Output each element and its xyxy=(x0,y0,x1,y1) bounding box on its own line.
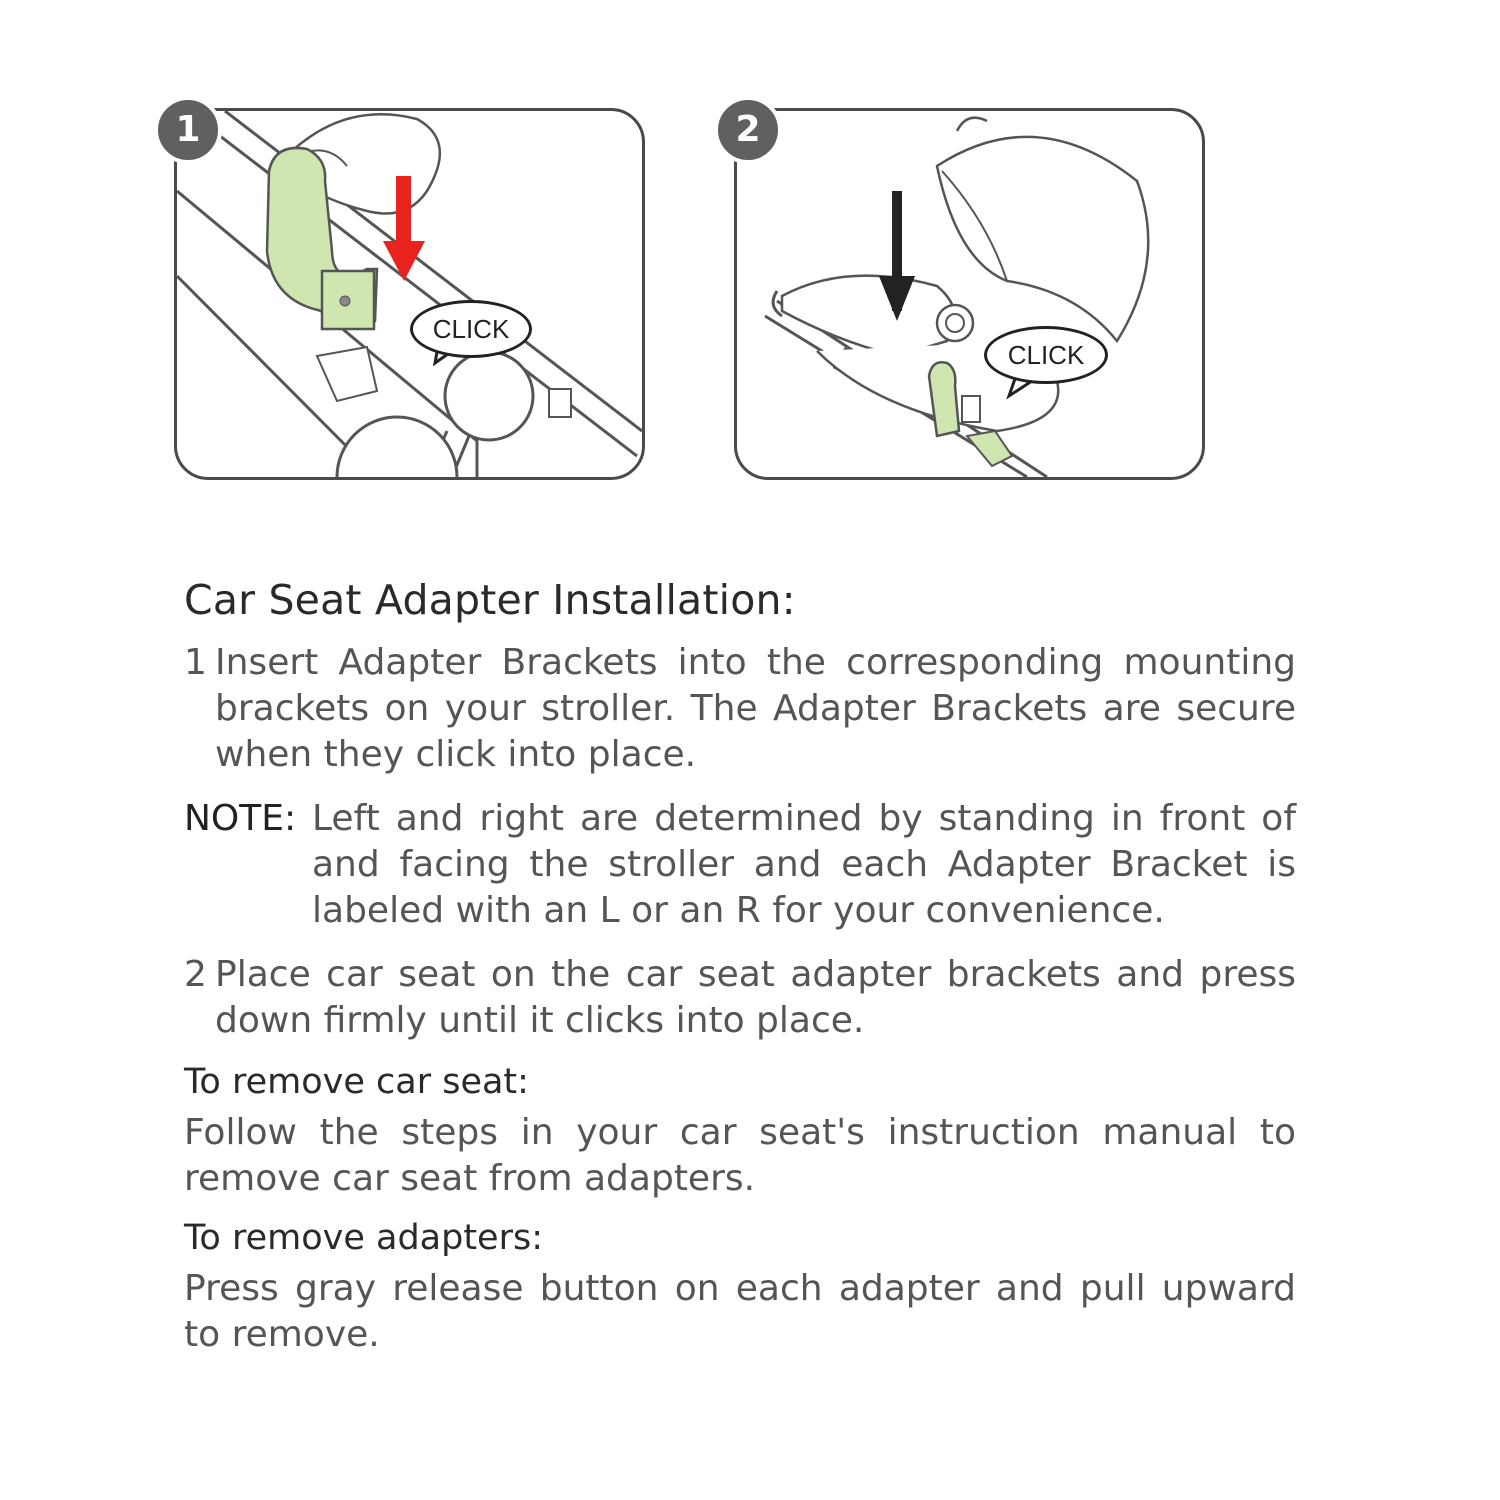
adapter-bracket-icon xyxy=(929,362,959,436)
instruction-step-1 xyxy=(184,640,1296,778)
remove-car-seat-text: Follow the steps in your car seat's instruction manual to remove car seat from adapters. xyxy=(184,1112,1296,1199)
remove-adapters-text: Press gray release button on each adapter and pull upward to remove. xyxy=(184,1268,1296,1355)
note-text: Left and right are determined by standing in front of and facing the stroller and each Adapter Bracket is labeled with an L or an R for your convenience. xyxy=(312,798,1296,931)
page-title: Car Seat Adapter Installation: xyxy=(184,576,796,624)
remove-car-seat-heading: To remove car seat: xyxy=(184,1062,529,1102)
instructions xyxy=(184,576,1296,1374)
step-2-badge: 2 xyxy=(714,96,782,164)
step-text: Place car seat on the car seat adapter brackets and press down firmly until it clicks into place. xyxy=(215,954,1296,1041)
remove-adapters-heading: To remove adapters: xyxy=(184,1218,544,1258)
step-number: 2 xyxy=(184,954,207,995)
step-text: Insert Adapter Brackets into the corresponding mounting brackets on your stroller. The Adapter Brackets are secure when they click into place. xyxy=(215,642,1296,775)
illustration-step-1 xyxy=(174,108,645,480)
click-callout-2: CLICK xyxy=(984,326,1108,384)
illustration-step-2 xyxy=(734,108,1205,480)
note-label: NOTE: xyxy=(184,798,297,839)
step-number: 1 xyxy=(184,642,207,683)
instruction-step-2 xyxy=(184,952,1296,1044)
step-1-badge: 1 xyxy=(154,96,222,164)
click-callout-1: CLICK xyxy=(410,300,532,358)
note xyxy=(184,796,1296,934)
car-seat-drawing xyxy=(737,111,1202,477)
stroller-bracket-drawing xyxy=(177,111,642,477)
